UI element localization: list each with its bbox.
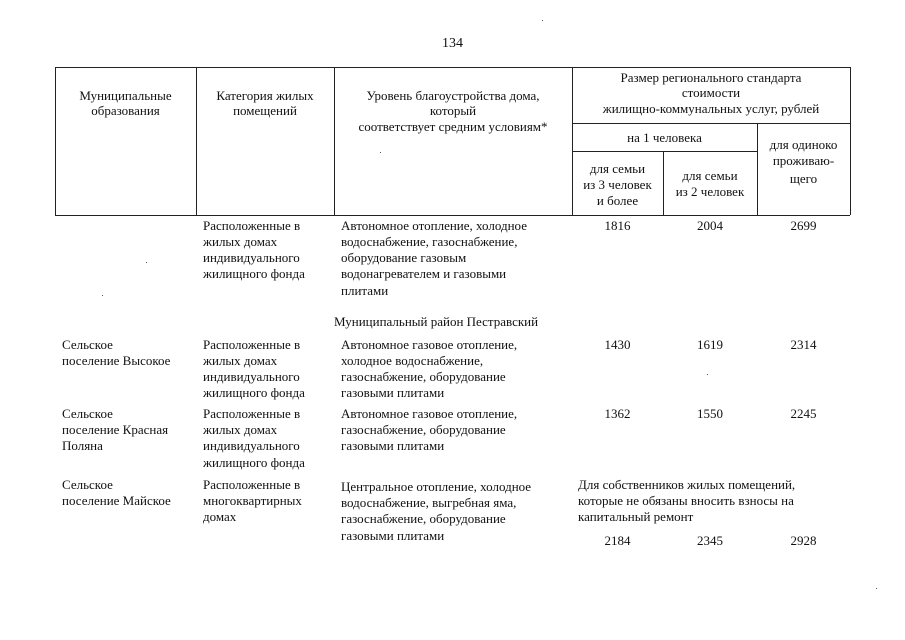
- scan-speck: [876, 588, 877, 589]
- scan-speck: [146, 262, 147, 263]
- value-single: 2245: [790, 406, 817, 421]
- value-family-2: 2004: [697, 218, 723, 233]
- size-group-divider: [572, 123, 850, 124]
- scan-speck: [380, 152, 381, 153]
- value-single: 2314: [790, 337, 817, 352]
- table-header-bottom-border: [55, 215, 850, 216]
- value-family-3: 2184: [604, 533, 631, 548]
- scan-speck: [707, 374, 708, 375]
- header-per-person: на 1 человека: [627, 130, 702, 145]
- per-person-divider: [572, 151, 757, 152]
- value-family-2: 2345: [697, 533, 723, 548]
- section-title: Муниципальный район Пестравский: [334, 314, 539, 329]
- table-top-border: [55, 67, 850, 68]
- scan-speck: [542, 20, 543, 21]
- value-family-3: 1430: [604, 337, 631, 352]
- col-divider-4: [663, 151, 664, 215]
- value-single: 2699: [790, 218, 817, 233]
- scan-speck: [102, 295, 103, 296]
- table-right-border: [850, 67, 851, 215]
- page-number: 134: [442, 36, 463, 51]
- value-family-2: 1550: [697, 406, 723, 421]
- value-family-3: 1816: [604, 218, 631, 233]
- value-family-3: 1362: [604, 406, 631, 421]
- value-family-2: 1619: [697, 337, 723, 352]
- value-single: 2928: [790, 533, 817, 548]
